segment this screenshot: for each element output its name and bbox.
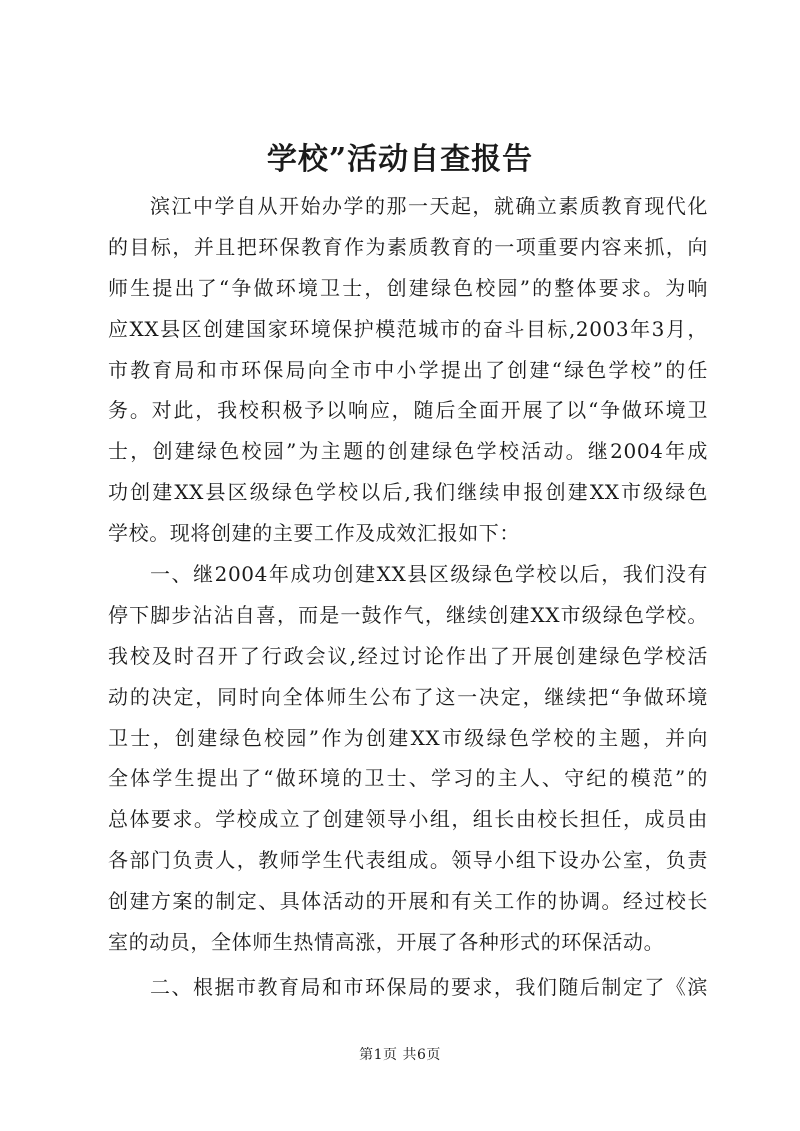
document-body xyxy=(108,186,708,1008)
text-line: 总体要求。学校成立了创建领导小组，组长由校长担任，成员由 xyxy=(108,807,708,832)
text-line: 室的动员，全体师生热情高涨，开展了各种形式的环保活动。 xyxy=(108,930,665,955)
text-line: 滨江中学自从开始办学的那一天起，就确立素质教育现代化 xyxy=(150,194,708,218)
text-line: 市教育局和市环保局向全市中小学提出了创建“绿色学校”的任 xyxy=(108,357,708,382)
text-line: 动的决定，同时向全体师生公布了这一决定，继续把“争做环境 xyxy=(108,684,708,709)
text-line: 创建方案的制定、具体活动的开展和有关工作的协调。经过校长 xyxy=(108,889,708,914)
text-line: 功创建XX县区级绿色学校以后,我们继续申报创建XX市级绿色 xyxy=(108,480,708,505)
paragraph-1 xyxy=(108,186,708,554)
paragraph-3 xyxy=(108,967,708,1008)
text-line: 应XX县区创建国家环境保护模范城市的奋斗目标,2003年3月， xyxy=(108,316,708,341)
text-line: 学校。现将创建的主要工作及成效汇报如下： xyxy=(108,521,520,546)
text-line: 停下脚步沾沾自喜，而是一鼓作气，继续创建XX市级绿色学校。 xyxy=(108,602,708,627)
text-line: 各部门负责人，教师学生代表组成。领导小组下设办公室，负责 xyxy=(108,848,708,873)
document-title: 学校”活动自查报告 xyxy=(266,142,534,177)
text-line: 全体学生提出了“做环境的卫士、学习的主人、守纪的模范”的 xyxy=(108,766,708,791)
text-line: 师生提出了“争做环境卫士，创建绿色校园”的整体要求。为响 xyxy=(108,275,708,300)
paragraph-2 xyxy=(108,554,708,963)
text-line: 士，创建绿色校园”为主题的创建绿色学校活动。继2004年成 xyxy=(108,439,708,464)
page-footer: 第1页 共6页 xyxy=(359,1047,441,1063)
text-line: 卫士，创建绿色校园”作为创建XX市级绿色学校的主题，并向 xyxy=(108,725,708,750)
text-line: 的目标，并且把环保教育作为素质教育的一项重要内容来抓，向 xyxy=(108,234,708,259)
text-line: 二、根据市教育局和市环保局的要求，我们随后制定了《滨 xyxy=(150,974,708,999)
text-line: 我校及时召开了行政会议,经过讨论作出了开展创建绿色学校活 xyxy=(108,643,708,668)
text-line: 一、继2004年成功创建XX县区级绿色学校以后，我们没有 xyxy=(150,562,708,587)
text-line: 务。对此，我校积极予以响应，随后全面开展了以“争做环境卫 xyxy=(108,398,708,423)
